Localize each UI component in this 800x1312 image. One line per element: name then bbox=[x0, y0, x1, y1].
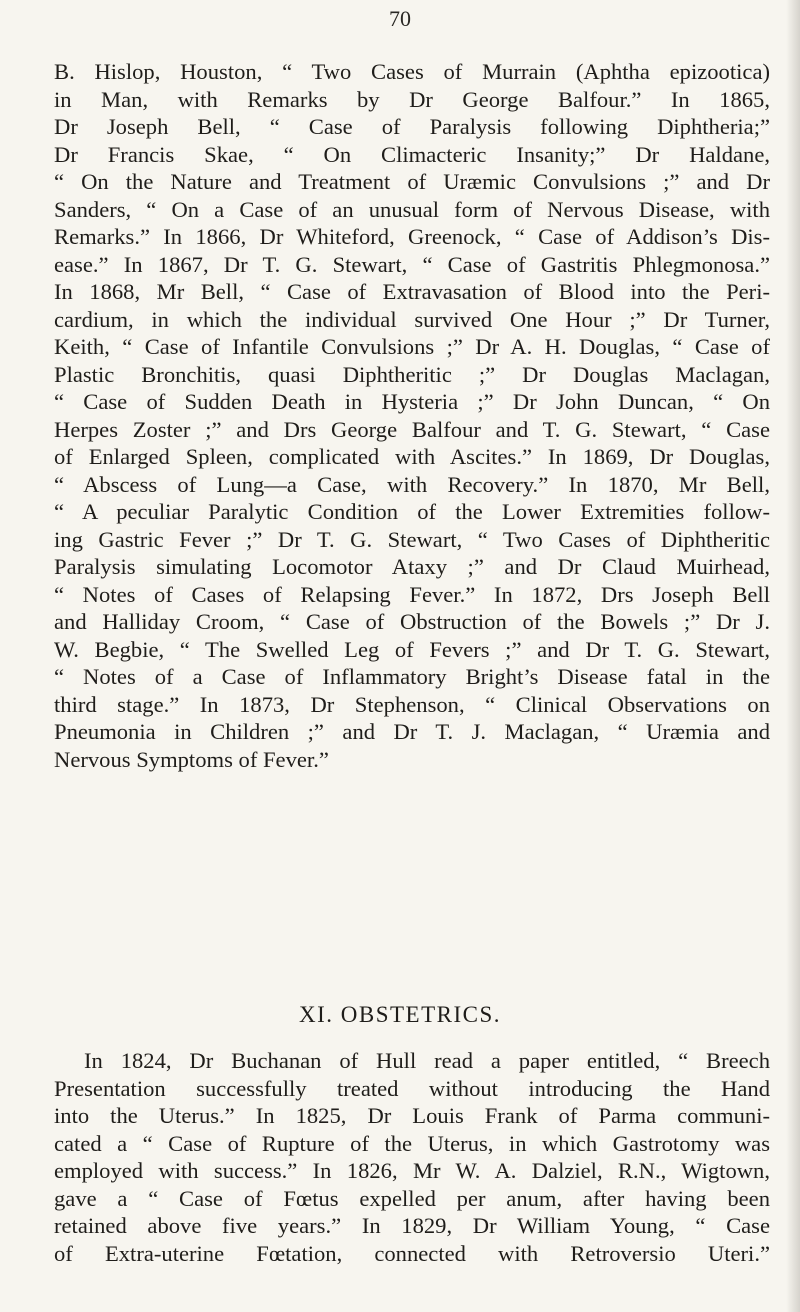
text-line: third stage.” In 1873, Dr Stephenson, “ Clinical Observations on bbox=[54, 691, 770, 717]
text-line: “ On the Nature and Treatment of Uræmic Convulsions ;” and Dr bbox=[54, 169, 770, 194]
text-line: “ Case of Sudden Death in Hysteria ;” Dr John Duncan, “ On bbox=[54, 389, 770, 414]
page-number: 70 bbox=[389, 6, 411, 31]
text-line: Remarks.” In 1866, Dr Whiteford, Greenock, “ Case of Addison’s Dis- bbox=[54, 224, 770, 249]
text-line: into the Uterus.” In 1825, Dr Louis Frank of Parma communi- bbox=[54, 1103, 770, 1128]
text-line: Keith, “ Case of Infantile Convulsions ;” Dr A. H. Douglas, “ Case of bbox=[54, 334, 770, 359]
text-line: In 1868, Mr Bell, “ Case of Extravasation of Blood into the Peri- bbox=[54, 279, 770, 304]
text-line: Pneumonia in Children ;” and Dr T. J. Maclagan, “ Uræmia and bbox=[54, 719, 770, 744]
text-line: gave a “ Case of Fœtus expelled per anum, after having been bbox=[54, 1185, 770, 1211]
text-line: “ A peculiar Paralytic Condition of the Lower Extremities follow- bbox=[54, 499, 770, 524]
text-line: Presentation successfully treated without introducing the Hand bbox=[54, 1075, 770, 1101]
text-line: Nervous Symptoms of Fever.” bbox=[54, 746, 329, 772]
section-heading: XI. OBSTETRICS. bbox=[298, 1002, 502, 1027]
text-line: employed with success.” In 1826, Mr W. A. Dalziel, R.N., Wigtown, bbox=[54, 1158, 770, 1183]
text-line: B. Hislop, Houston, “ Two Cases of Murrain (Aphtha epizootica) bbox=[54, 59, 770, 84]
text-line: and Halliday Croom, “ Case of Obstruction of the Bowels ;” Dr J. bbox=[54, 609, 770, 634]
text-line: Paralysis simulating Locomotor Ataxy ;” and Dr Claud Muirhead, bbox=[54, 554, 770, 579]
text-line: in Man, with Remarks by Dr George Balfour.” In 1865, bbox=[54, 86, 770, 112]
text-line: W. Begbie, “ The Swelled Leg of Fevers ;” and Dr T. G. Stewart, bbox=[54, 636, 770, 662]
text-line: Dr Joseph Bell, “ Case of Paralysis following Diphtheria;” bbox=[54, 114, 770, 139]
paragraph-obstetrics bbox=[54, 1047, 770, 1267]
text-line: “ Abscess of Lung—a Case, with Recovery.” In 1870, Mr Bell, bbox=[54, 471, 770, 497]
text-line: cated a “ Case of Rupture of the Uterus, in which Gastrotomy was bbox=[54, 1130, 770, 1156]
paragraph-pathology-cases bbox=[54, 58, 770, 773]
text-line: In 1824, Dr Buchanan of Hull read a paper entitled, “ Breech bbox=[84, 1048, 770, 1073]
text-line: “ Notes of Cases of Relapsing Fever.” In 1872, Drs Joseph Bell bbox=[54, 581, 770, 607]
text-line: Sanders, “ On a Case of an unusual form of Nervous Disease, with bbox=[54, 196, 770, 222]
text-line: “ Notes of a Case of Inflammatory Bright’s Disease fatal in the bbox=[54, 664, 770, 689]
text-line: ease.” In 1867, Dr T. G. Stewart, “ Case of Gastritis Phlegmonosa.” bbox=[54, 251, 770, 277]
text-line: cardium, in which the individual survived One Hour ;” Dr Turner, bbox=[54, 306, 770, 332]
text-line: retained above five years.” In 1829, Dr William Young, “ Case bbox=[54, 1213, 770, 1238]
text-line: Herpes Zoster ;” and Drs George Balfour and T. G. Stewart, “ Case bbox=[54, 416, 770, 442]
text-line: ing Gastric Fever ;” Dr T. G. Stewart, “ Two Cases of Diphtheritic bbox=[54, 526, 770, 552]
text-line: of Enlarged Spleen, complicated with Ascites.” In 1869, Dr Douglas, bbox=[54, 444, 770, 469]
text-line: Dr Francis Skae, “ On Climacteric Insanity;” Dr Haldane, bbox=[54, 141, 770, 167]
text-line: Plastic Bronchitis, quasi Diphtheritic ;” Dr Douglas Maclagan, bbox=[54, 361, 770, 387]
text-line: of Extra-uterine Fœtation, connected with Retroversio Uteri.” bbox=[54, 1240, 770, 1266]
page-edge-shadow bbox=[786, 0, 800, 1312]
